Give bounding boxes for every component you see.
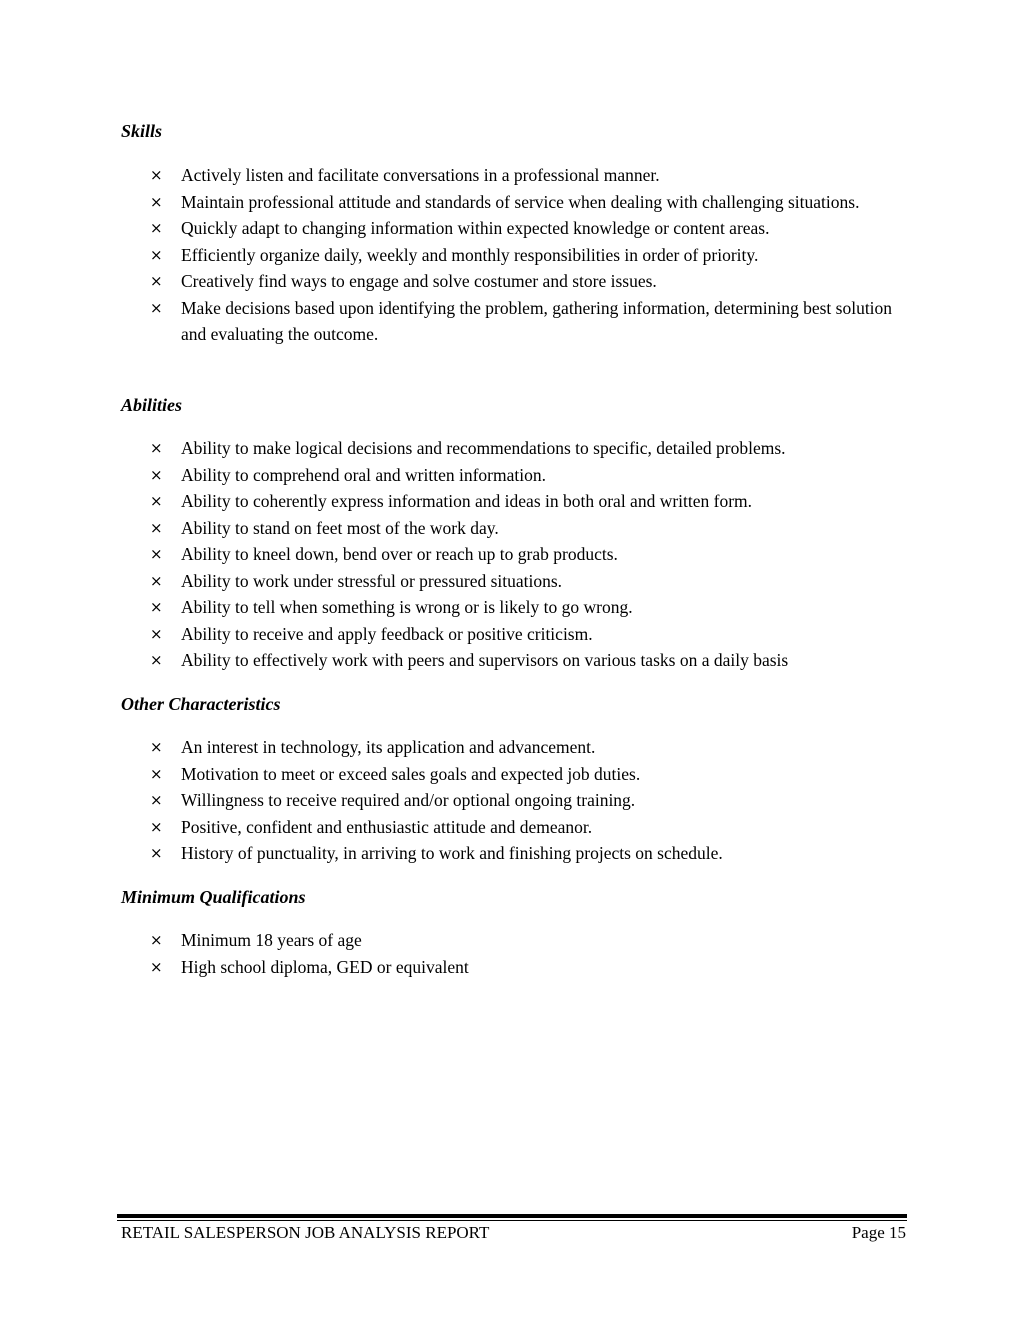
list-item-text: Creatively find ways to engage and solve costumer and store issues. [181, 271, 657, 291]
list-item [148, 462, 893, 489]
list-item-text: Minimum 18 years of age [181, 930, 362, 950]
footer-divider-thick [117, 1214, 907, 1218]
list-item [148, 568, 893, 595]
list-item-text: Positive, confident and enthusiastic attitude and demeanor. [181, 816, 593, 837]
list-item [148, 647, 893, 674]
x-mark-icon: × [150, 738, 163, 756]
x-mark-icon: × [150, 192, 163, 211]
x-mark-icon: × [150, 439, 163, 457]
x-mark-icon: × [150, 465, 163, 484]
list-item [148, 787, 893, 814]
list-item-text: Make decisions based upon identifying the problem, gathering information, determining best solution and evaluating the outcome. [181, 297, 893, 344]
footer-report-title: RETAIL SALESPERSON JOB ANALYSIS REPORT [121, 1223, 490, 1242]
list-item [148, 242, 893, 269]
list-item [148, 734, 893, 761]
list-item [148, 215, 893, 242]
list-item-text: Actively listen and facilitate conversations in a professional manner. [181, 165, 660, 185]
x-mark-icon: × [150, 245, 163, 264]
list-item-text: Ability to receive and apply feedback or positive criticism. [181, 623, 593, 644]
list-item [148, 840, 893, 867]
list-item [148, 435, 893, 462]
x-mark-icon: × [150, 791, 163, 809]
list-item [148, 268, 893, 295]
x-mark-icon: × [150, 219, 163, 237]
abilities-list [148, 435, 893, 674]
list-item [148, 515, 893, 542]
section-heading-other-characteristics: Other Characteristics [121, 694, 281, 714]
x-mark-icon: × [150, 817, 163, 836]
list-item-text: Efficiently organize daily, weekly and monthly responsibilities in order of priority. [181, 244, 759, 265]
section-heading-abilities: Abilities [121, 395, 183, 415]
x-mark-icon: × [150, 651, 163, 669]
list-item-text: Ability to comprehend oral and written information. [181, 464, 546, 485]
x-mark-icon: × [150, 166, 163, 184]
x-mark-icon: × [150, 598, 163, 616]
section-heading-minimum-qualifications: Minimum Qualifications [121, 887, 306, 907]
x-mark-icon: × [150, 571, 163, 590]
list-item [148, 594, 893, 621]
list-item-text: Motivation to meet or exceed sales goals and expected job duties. [181, 763, 641, 784]
list-item [148, 162, 893, 189]
list-item [148, 954, 893, 981]
x-mark-icon: × [150, 518, 163, 537]
list-item [148, 621, 893, 648]
list-item-text: Ability to make logical decisions and recommendations to specific, detailed problems. [181, 438, 786, 458]
list-item-text: Ability to effectively work with peers and supervisors on various tasks on a daily basis [181, 650, 789, 670]
list-item [148, 295, 893, 348]
list-item [148, 541, 893, 568]
skills-list [148, 162, 893, 348]
list-item [148, 761, 893, 788]
section-heading-skills: Skills [121, 121, 163, 141]
list-item-text: Maintain professional attitude and standards of service when dealing with challenging situations. [181, 191, 860, 212]
list-item [148, 927, 893, 954]
list-item [148, 488, 893, 515]
list-item [148, 814, 893, 841]
x-mark-icon: × [150, 764, 163, 783]
x-mark-icon: × [150, 545, 163, 563]
x-mark-icon: × [150, 931, 163, 949]
list-item-text: Ability to stand on feet most of the work day. [181, 517, 499, 538]
list-item-text: High school diploma, GED or equivalent [181, 956, 469, 977]
x-mark-icon: × [150, 492, 163, 510]
list-item-text: History of punctuality, in arriving to work and finishing projects on schedule. [181, 843, 723, 863]
x-mark-icon: × [150, 272, 163, 290]
list-item-text: Ability to kneel down, bend over or reach up to grab products. [181, 544, 618, 564]
list-item-text: Ability to coherently express information and ideas in both oral and written form. [181, 491, 753, 511]
list-item-text: Quickly adapt to changing information within expected knowledge or content areas. [181, 218, 770, 238]
list-item-text: Willingness to receive required and/or optional ongoing training. [181, 790, 636, 810]
list-item-text: An interest in technology, its application and advancement. [181, 737, 596, 757]
other-characteristics-list [148, 734, 893, 867]
footer-divider-thin [117, 1220, 907, 1221]
list-item [148, 189, 893, 216]
minimum-qualifications-list [148, 927, 893, 980]
x-mark-icon: × [150, 957, 163, 976]
list-item-text: Ability to tell when something is wrong or is likely to go wrong. [181, 597, 633, 617]
x-mark-icon: × [150, 298, 163, 317]
x-mark-icon: × [150, 844, 163, 862]
x-mark-icon: × [150, 624, 163, 643]
list-item-text: Ability to work under stressful or pressured situations. [181, 570, 563, 591]
footer-page-number: Page 15 [851, 1223, 906, 1242]
